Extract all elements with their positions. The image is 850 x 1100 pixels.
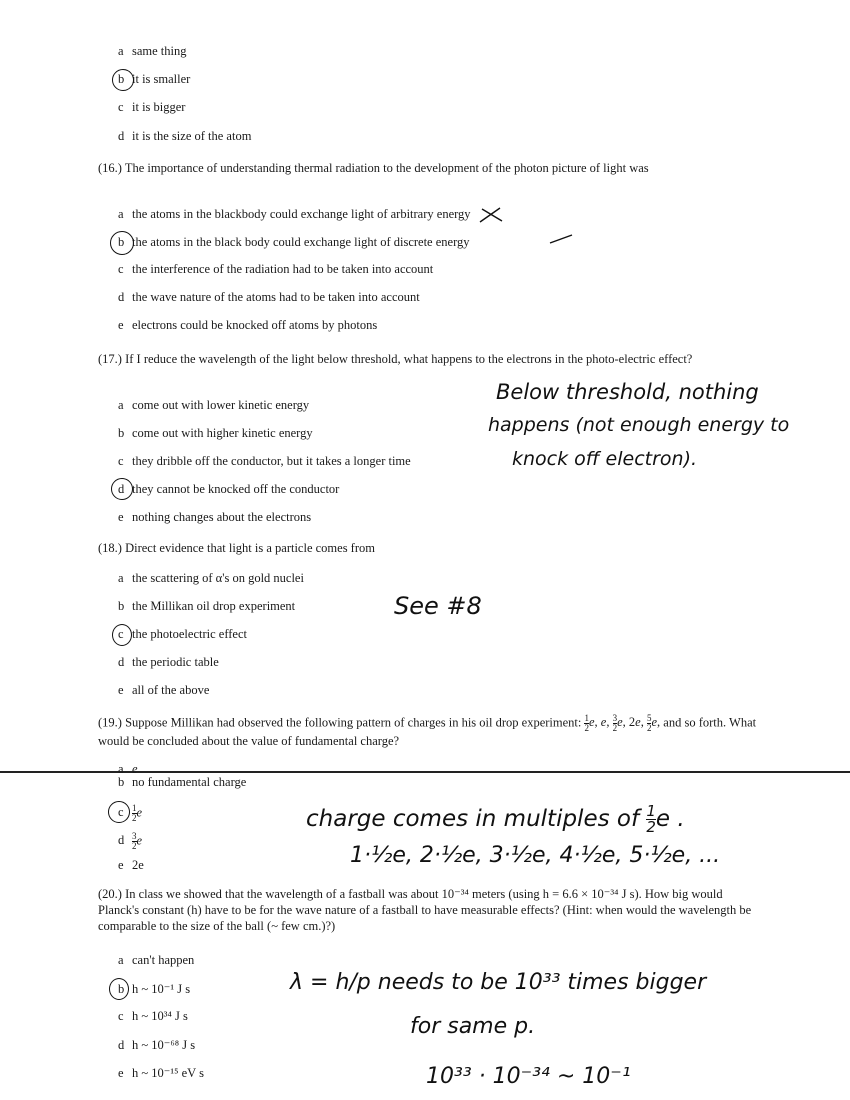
option-text: it is smaller [132, 72, 191, 86]
option-key: e [118, 510, 124, 524]
option-18e [118, 683, 209, 698]
option-key: e [118, 683, 124, 697]
handwritten-note-line: charge comes in multiples of $\frac{1}{2}$ e . [306, 802, 685, 836]
option-18d [118, 655, 219, 670]
option-key: b [118, 982, 125, 996]
option-15d [118, 129, 251, 144]
question-text: Direct evidence that light is a particle comes from [125, 541, 375, 555]
option-15a [118, 44, 187, 59]
option-text: the interference of the radiation had to be taken into account [132, 262, 434, 276]
option-17a [118, 398, 309, 413]
check-mark [548, 232, 574, 246]
option-key: c [118, 627, 124, 641]
option-key: a [118, 571, 124, 585]
option-17e [118, 510, 311, 525]
option-16e [118, 318, 377, 333]
question-16 [98, 160, 758, 176]
option-key: a [118, 207, 124, 221]
option-20a [118, 953, 194, 968]
option-key: d [118, 482, 125, 496]
option-key: e [118, 1066, 124, 1080]
option-15c [118, 100, 185, 115]
option-20c [118, 1009, 188, 1024]
question-text: Suppose Millikan had observed the following pattern of charges in his oil drop experiment: [125, 715, 582, 730]
option-key: d [118, 1038, 125, 1052]
option-19c: c $\frac{1}{2}$ e [118, 803, 143, 823]
answer-circle [109, 978, 129, 1000]
option-18a [118, 571, 304, 586]
option-key: d [118, 833, 125, 848]
answer-circle [112, 69, 134, 91]
option-text: electrons could be knocked off atoms by photons [132, 318, 378, 332]
handwritten-note-line: knock off electron). [512, 448, 698, 470]
option-text: they cannot be knocked off the conductor [132, 482, 340, 496]
option-text: 2e [132, 858, 144, 872]
option-text: e [136, 833, 143, 848]
answer-circle [108, 801, 130, 823]
option-16b [118, 235, 470, 250]
option-text: the periodic table [132, 655, 219, 669]
option-text: the atoms in the blackbody could exchange light of arbitrary energy [132, 207, 471, 221]
option-16d [118, 290, 420, 305]
option-text: come out with lower kinetic energy [132, 398, 310, 412]
option-text: the wave nature of the atoms had to be taken into account [132, 290, 420, 304]
handwritten-note-line: 10³³ · 10⁻³⁴ ~ 10⁻¹ [426, 1064, 631, 1089]
option-text: the scattering of α's on gold nuclei [132, 571, 304, 585]
option-key: a [118, 44, 124, 58]
option-text: all of the above [132, 683, 210, 697]
question-text: In class we showed that the wavelength of a fastball was about 10⁻³⁴ meters (using h = 6.6 × 10⁻³⁴ J s). How big would Planck's constant (h) have to be for the wave nature of a fastball to have measurable effects? (Hint: when would the wavelength be comparable to the size of the ball (~ few cm.)?) [98, 887, 752, 933]
handwritten-note-line: λ = h/p needs to be 10³³ times bigger [290, 970, 707, 995]
question-number: (17.) [98, 352, 122, 366]
option-17b [118, 426, 313, 441]
handwritten-note: See #8 [394, 592, 482, 620]
option-text: nothing changes about the electrons [132, 510, 312, 524]
option-key: b [118, 72, 125, 86]
option-key: a [118, 398, 124, 412]
option-text: e [132, 762, 138, 776]
option-key: e [118, 318, 124, 332]
option-17d [118, 482, 339, 497]
question-number: (20.) [98, 887, 122, 901]
question-17 [98, 351, 758, 367]
answer-circle [112, 624, 132, 646]
option-text: come out with higher kinetic energy [132, 426, 313, 440]
option-key: d [118, 129, 125, 143]
option-text: it is bigger [132, 100, 186, 114]
question-number: (19.) [98, 715, 122, 730]
option-text: h ~ 10⁻⁶⁸ J s [132, 1038, 196, 1052]
answer-circle [110, 231, 134, 255]
option-text: they dribble off the conductor, but it takes a longer time [132, 454, 411, 468]
option-key: a [118, 953, 124, 967]
option-text: h ~ 10³⁴ J s [132, 1009, 188, 1023]
option-17c [118, 454, 411, 469]
option-text: h ~ 10⁻¹⁵ eV s [132, 1066, 204, 1080]
option-text: e [136, 805, 143, 820]
option-text: same thing [132, 44, 187, 58]
option-key: a [118, 762, 124, 776]
option-19e [118, 858, 144, 873]
option-20e [118, 1065, 204, 1081]
option-key: c [118, 805, 124, 820]
option-19d: d $\frac{3}{2}$ e [118, 831, 143, 851]
handwritten-note-line: Below threshold, nothing [496, 380, 759, 404]
charge-pattern: $\frac{1}{2}$ e, e, $\frac{3}{2}$ e, 2e, $\frac{5}{2}$ e, [584, 713, 661, 733]
option-20d [118, 1037, 195, 1053]
option-key: b [118, 775, 125, 789]
option-key: c [118, 262, 124, 276]
handwritten-note-line: 1·½e, 2·½e, 3·½e, 4·½e, 5·½e, ... [350, 843, 721, 868]
option-key: c [118, 1009, 124, 1023]
option-key: c [118, 100, 124, 114]
option-key: b [118, 599, 125, 613]
option-key: d [118, 655, 125, 669]
option-text: the atoms in the black body could exchange light of discrete energy [132, 235, 470, 249]
option-18c [118, 627, 247, 642]
option-text: no fundamental charge [132, 775, 247, 789]
question-18 [98, 540, 758, 556]
option-text: the Millikan oil drop experiment [132, 599, 296, 613]
option-key: b [118, 235, 125, 249]
question-number: (16.) [98, 161, 122, 175]
question-number: (18.) [98, 541, 122, 555]
cross-out-mark [476, 206, 506, 224]
option-key: d [118, 290, 125, 304]
option-key: b [118, 426, 125, 440]
option-text: h ~ 10⁻¹ J s [132, 982, 191, 996]
option-key: e [118, 858, 124, 872]
option-16a [118, 207, 471, 222]
question-text: and so forth. What would be concluded about the value of fundamental charge? [98, 715, 757, 748]
option-text: can't happen [132, 953, 195, 967]
question-19 [98, 714, 758, 749]
question-20 [98, 886, 758, 934]
option-text: the photoelectric effect [132, 627, 247, 641]
option-key: c [118, 454, 124, 468]
question-text: The importance of understanding thermal radiation to the development of the photon picture of light was [124, 161, 649, 175]
option-19b [118, 775, 246, 790]
handwritten-note-line: happens (not enough energy to [488, 414, 790, 436]
option-text: it is the size of the atom [132, 129, 252, 143]
question-text: If I reduce the wavelength of the light below threshold, what happens to the electrons in the photo-electric effect? [125, 352, 693, 366]
answer-circle [111, 478, 133, 500]
option-18b [118, 599, 295, 614]
option-16c [118, 262, 433, 277]
handwritten-note-line: for same p. [410, 1014, 536, 1039]
